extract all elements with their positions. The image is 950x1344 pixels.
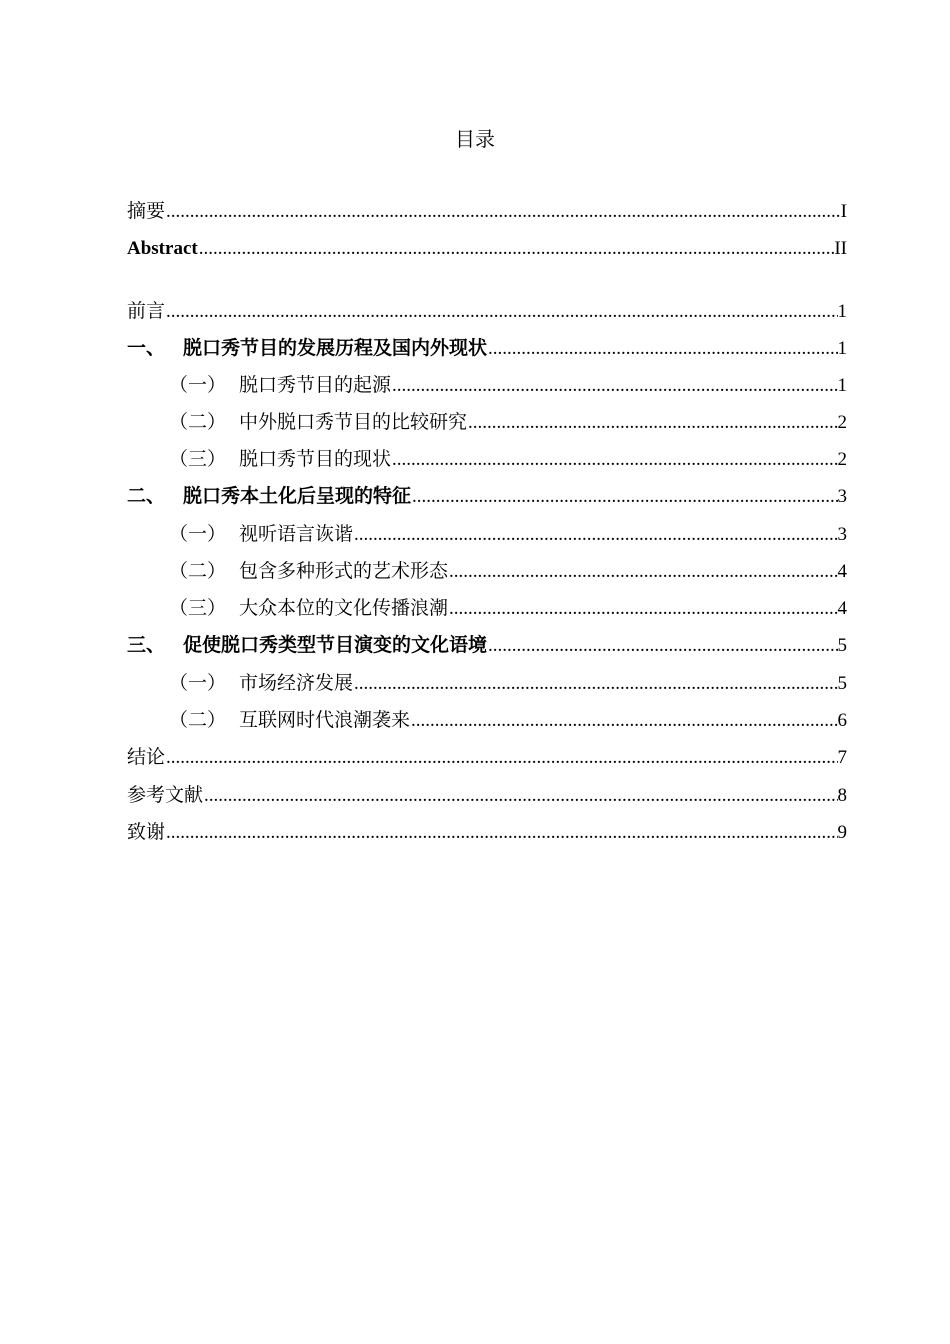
toc-entry-section-1-3[interactable] — [169, 444, 847, 474]
toc-entry-chapter-2[interactable] — [127, 481, 847, 511]
toc-entry-text: Abstract — [127, 238, 198, 259]
toc-entry-text: 视听语言诙谐 — [239, 523, 354, 545]
toc-entry-references[interactable] — [127, 780, 847, 810]
toc-entry-number: （一） — [169, 374, 227, 396]
toc-leader-dots — [165, 197, 841, 227]
toc-entry-number: （二） — [169, 560, 227, 582]
toc-entry-page: 4 — [837, 598, 847, 619]
toc-entry-text: 中外脱口秀节目的比较研究 — [239, 411, 468, 433]
toc-leader-dots — [203, 781, 837, 811]
toc-leader-dots — [353, 520, 837, 550]
toc-entry-abstract-en[interactable] — [127, 234, 847, 264]
toc-entry-page: I — [840, 201, 847, 222]
toc-entry-page: 1 — [837, 375, 847, 396]
toc-title: 目录 — [455, 127, 495, 151]
toc-entry-number: （一） — [169, 672, 227, 694]
toc-entry-page: 2 — [837, 449, 847, 470]
toc-entry-page: II — [834, 238, 847, 259]
toc-entry-section-2-1[interactable] — [169, 519, 847, 549]
toc-entry-page: 4 — [837, 561, 847, 582]
toc-leader-dots — [391, 445, 837, 475]
toc-leader-dots — [165, 818, 837, 848]
toc-entry-page: 3 — [837, 486, 847, 507]
toc-entry-text: 互联网时代浪潮袭来 — [239, 709, 411, 731]
toc-entry-text: 促使脱口秀类型节目演变的文化语境 — [183, 634, 488, 656]
toc-entry-text: 大众本位的文化传播浪潮 — [239, 597, 449, 619]
toc-entry-text: 脱口秀节目的现状 — [239, 448, 392, 470]
toc-entry-page: 1 — [837, 301, 847, 322]
toc-entry-text: 脱口秀节目的起源 — [239, 374, 392, 396]
toc-entry-number: （三） — [169, 448, 227, 470]
toc-entry-section-1-2[interactable] — [169, 407, 847, 437]
toc-leader-dots — [198, 234, 835, 264]
toc-leader-dots — [165, 743, 837, 773]
toc-entry-page: 5 — [837, 635, 847, 656]
toc-entry-text: 前言 — [127, 300, 166, 322]
toc-entry-number: 三、 — [127, 634, 166, 656]
toc-entry-number: （二） — [169, 411, 227, 433]
toc-entry-number: （一） — [169, 523, 227, 545]
toc-leader-dots — [353, 669, 837, 699]
toc-entry-section-1-1[interactable] — [169, 370, 847, 400]
toc-entry-text: 市场经济发展 — [239, 672, 354, 694]
toc-entry-text: 结论 — [127, 746, 166, 768]
toc-entry-page: 2 — [837, 412, 847, 433]
toc-entry-preface[interactable] — [127, 296, 847, 326]
toc-entry-acknowledgements[interactable] — [127, 817, 847, 847]
toc-leader-dots — [487, 334, 837, 364]
toc-leader-dots — [467, 408, 837, 438]
toc-entry-page: 8 — [837, 785, 847, 806]
toc-entry-text: 包含多种形式的艺术形态 — [239, 560, 449, 582]
toc-entry-page: 7 — [837, 747, 847, 768]
toc-entry-text: 脱口秀本土化后呈现的特征 — [183, 485, 412, 507]
toc-entry-text: 致谢 — [127, 821, 166, 843]
toc-entry-text: 参考文献 — [127, 784, 204, 806]
toc-entry-section-3-1[interactable] — [169, 668, 847, 698]
toc-entry-number: （三） — [169, 597, 227, 619]
toc-leader-dots — [448, 557, 837, 587]
toc-entry-chapter-1[interactable] — [127, 333, 847, 363]
toc-entry-number: （二） — [169, 709, 227, 731]
toc-entry-conclusion[interactable] — [127, 742, 847, 772]
toc-leader-dots — [448, 594, 837, 624]
toc-entry-section-2-2[interactable] — [169, 556, 847, 586]
toc-entry-page: 5 — [837, 673, 847, 694]
toc-leader-dots — [165, 297, 837, 327]
toc-entry-page: 3 — [837, 524, 847, 545]
toc-entry-page: 9 — [837, 822, 847, 843]
toc-entry-page: 6 — [837, 710, 847, 731]
toc-entry-text: 摘要 — [127, 200, 166, 222]
toc-entry-number: 一、 — [127, 337, 166, 359]
toc-entry-chapter-3[interactable] — [127, 630, 847, 660]
toc-entry-text: 脱口秀节目的发展历程及国内外现状 — [183, 337, 488, 359]
toc-entry-section-3-2[interactable] — [169, 705, 847, 735]
toc-leader-dots — [411, 482, 837, 512]
toc-entry-abstract-cn[interactable] — [127, 196, 847, 226]
toc-entry-page: 1 — [837, 338, 847, 359]
toc-leader-dots — [410, 706, 837, 736]
toc-leader-dots — [487, 631, 837, 661]
toc-entry-section-2-3[interactable] — [169, 593, 847, 623]
toc-leader-dots — [391, 371, 837, 401]
toc-entry-number: 二、 — [127, 485, 166, 507]
